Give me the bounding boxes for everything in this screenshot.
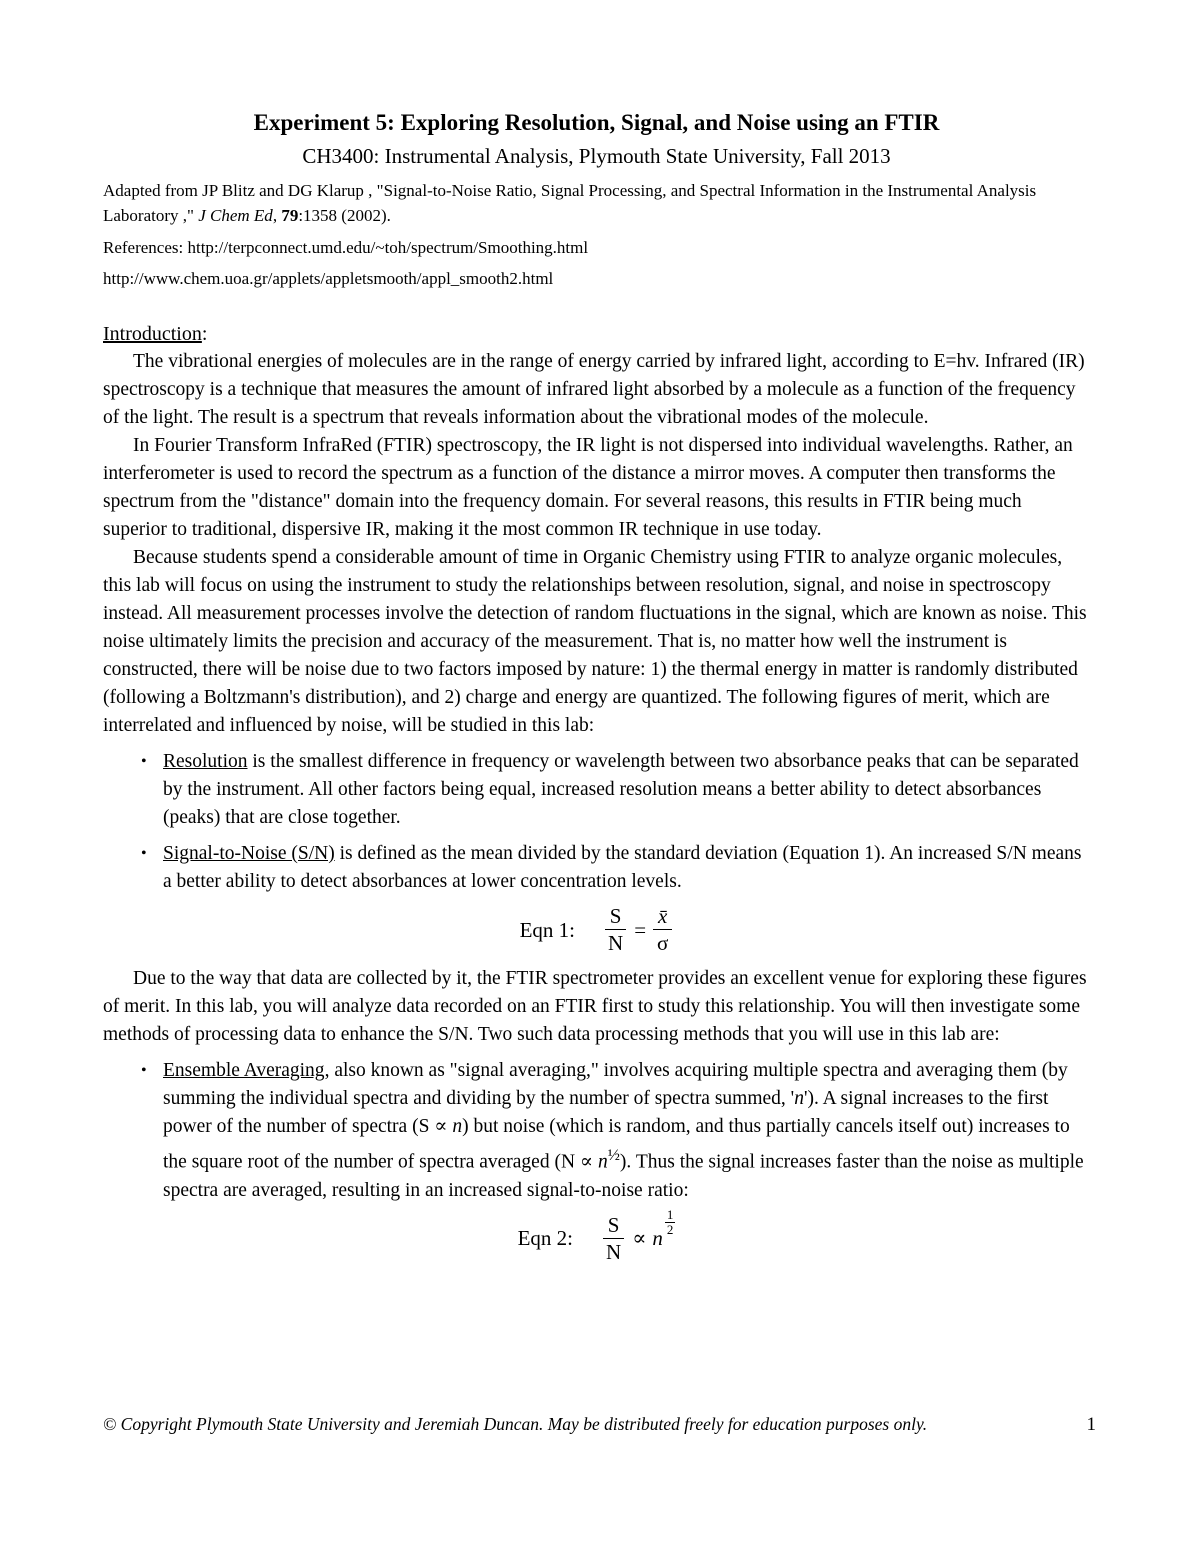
references-line: References: http://terpconnect.umd.edu/~toh/spectrum/Smoothing.html	[103, 238, 589, 257]
fraction-numerator: x̄	[653, 904, 672, 930]
page-number: 1	[1086, 1414, 1096, 1435]
equation-1-mean-sigma-fraction	[652, 904, 673, 955]
bullet-icon: •	[141, 753, 147, 770]
ensemble-text-3: ) but noise (which is random, and thus partially cancels itself out) increases to the square root of the number of spectra averaged (N ∝	[163, 1116, 1070, 1173]
bullet-icon: •	[141, 1062, 147, 1080]
equation-1-label: Eqn 1:	[519, 917, 576, 942]
ensemble-averaging-term: Ensemble Averaging	[163, 1060, 325, 1082]
list-item-signal-to-noise	[103, 840, 1090, 896]
ensemble-text-4: ). Thus the signal increases faster than the noise as multiple spectra are averaged, resulting in an increased signal-to-noise ratio:	[163, 1151, 1084, 1201]
paragraph-ftir-spectroscopy: In Fourier Transform InfraRed (FTIR) spectroscopy, the IR light is not dispersed into individual wavelengths. Rather, an interferometer is used to record the spectrum as a function of the distance a mirror moves. A computer then transforms the spectrum from the "distance" domain into the frequency domain. For several reasons, this results in FTIR being much superior to traditional, dispersive IR, making it the most common IR technique in use today.	[103, 435, 1073, 540]
citation-journal: J Chem Ed	[198, 206, 273, 225]
doc-subtitle: CH3400: Instrumental Analysis, Plymouth State University, Fall 2013	[302, 144, 891, 168]
resolution-term: Resolution	[163, 751, 248, 772]
paragraph-noise-figures-of-merit: Because students spend a considerable amount of time in Organic Chemistry using FTIR to analyze organic molecules, this lab will focus on using the instrument to study the relationships between resolution, signal, and noise in spectroscopy instead. All measurement processes involve the detection of random fluctuations in the signal, which are known as noise. This noise ultimately limits the precision and accuracy of the measurement. That is, no matter how well the instrument is constructed, there will be noise due to two factors imposed by nature: 1) the thermal energy in matter is randomly distributed (following a Boltzmann's distribution), and 2) charge and energy are quantized. The following figures of merit, which are interrelated and influenced by noise, will be studied in this lab:	[103, 547, 1087, 736]
citation-prefix: Adapted from JP Blitz and DG Klarup , "Signal-to-Noise Ratio, Signal Processing, and Spectral Information in the Instrumental Analysis Laboratory ,"	[103, 181, 1037, 225]
list-item-ensemble-averaging	[103, 1057, 1090, 1205]
introduction-heading-colon: :	[201, 323, 208, 345]
equation-1-sn-fraction	[603, 904, 628, 955]
fraction-numerator: S	[603, 1213, 625, 1239]
variable-n: n	[652, 1226, 663, 1251]
variable-n: n	[794, 1088, 804, 1110]
equation-2-sn-fraction	[601, 1213, 626, 1264]
list-item-resolution	[103, 748, 1090, 832]
fraction-denominator: σ	[657, 931, 669, 956]
doc-title: Experiment 5: Exploring Resolution, Signal, and Noise using an FTIR	[253, 110, 940, 135]
paragraph-vibrational-energies: The vibrational energies of molecules are in the range of energy carried by infrared light, according to E=hv. Infrared (IR) spectroscopy is a technique that measures the amount of infrared light absorbed by a molecule as a function of the frequency of the light. The result is a spectrum that reveals information about the vibrational modes of the molecule.	[103, 351, 1085, 428]
ensemble-text-1: , also known as "signal averaging," involves acquiring multiple spectra and averaging them (by summing the individual spectra and dividing by the number of spectra summed, '	[163, 1060, 1068, 1110]
fraction-numerator: 1	[666, 1206, 674, 1222]
ensemble-text-2: '). A signal increases to the first power of the number of spectra (S ∝	[163, 1088, 1049, 1138]
citation-suffix: :1358 (2002).	[298, 206, 391, 225]
half-exponent: ½	[607, 1146, 620, 1165]
equation-2-label: Eqn 2:	[517, 1226, 574, 1251]
fraction-denominator: N	[608, 931, 624, 956]
equation-1	[103, 904, 1090, 955]
fraction-denominator: 2	[666, 1221, 674, 1237]
page-footer	[103, 1414, 1096, 1436]
variable-n: n	[452, 1116, 463, 1138]
introduction-heading	[103, 320, 1090, 348]
variable-n: n	[597, 1151, 608, 1173]
bullet-icon: •	[141, 845, 147, 862]
signal-to-noise-term: Signal-to-Noise (S/N)	[163, 843, 335, 864]
paragraph-data-processing-methods: Due to the way that data are collected by it, the FTIR spectrometer provides an excellent venue for exploring these figures of merit. In this lab, you will analyze data recorded on an FTIR first to study this relationship. You will then investigate some methods of processing data to enhance the S/N. Two such data processing methods that you will use in this lab are:	[103, 968, 1087, 1046]
reference-url-2: http://www.chem.uoa.gr/applets/appletsmooth/appl_smooth2.html	[103, 269, 554, 288]
introduction-body	[103, 348, 1090, 1264]
citation-volume: 79	[281, 206, 299, 225]
signal-to-noise-definition: is defined as the mean divided by the standard deviation (Equation 1). An increased S/N means a better ability to detect absorbances at lower concentration levels.	[163, 843, 1082, 892]
copyright-notice: © Copyright Plymouth State University and Jeremiah Duncan. May be distributed freely for education purposes only.	[103, 1414, 928, 1434]
processing-methods-list	[103, 1057, 1090, 1205]
introduction-heading-text: Introduction	[103, 323, 202, 345]
equals-sign: =	[634, 917, 647, 942]
proportional-sign: ∝	[632, 1226, 647, 1251]
citation-comma: ,	[272, 206, 282, 225]
fraction-numerator: S	[605, 904, 627, 930]
exponent-half-fraction	[665, 1208, 676, 1238]
figures-of-merit-list	[103, 748, 1090, 896]
equation-2	[103, 1206, 1090, 1264]
citation	[103, 178, 1090, 228]
fraction-denominator: N	[606, 1239, 622, 1264]
resolution-definition: is the smallest difference in frequency or wavelength between two absorbance peaks that can be separated by the instrument. All other factors being equal, increased resolution means a better ability to detect absorbances (peaks) that are close together.	[163, 751, 1079, 828]
